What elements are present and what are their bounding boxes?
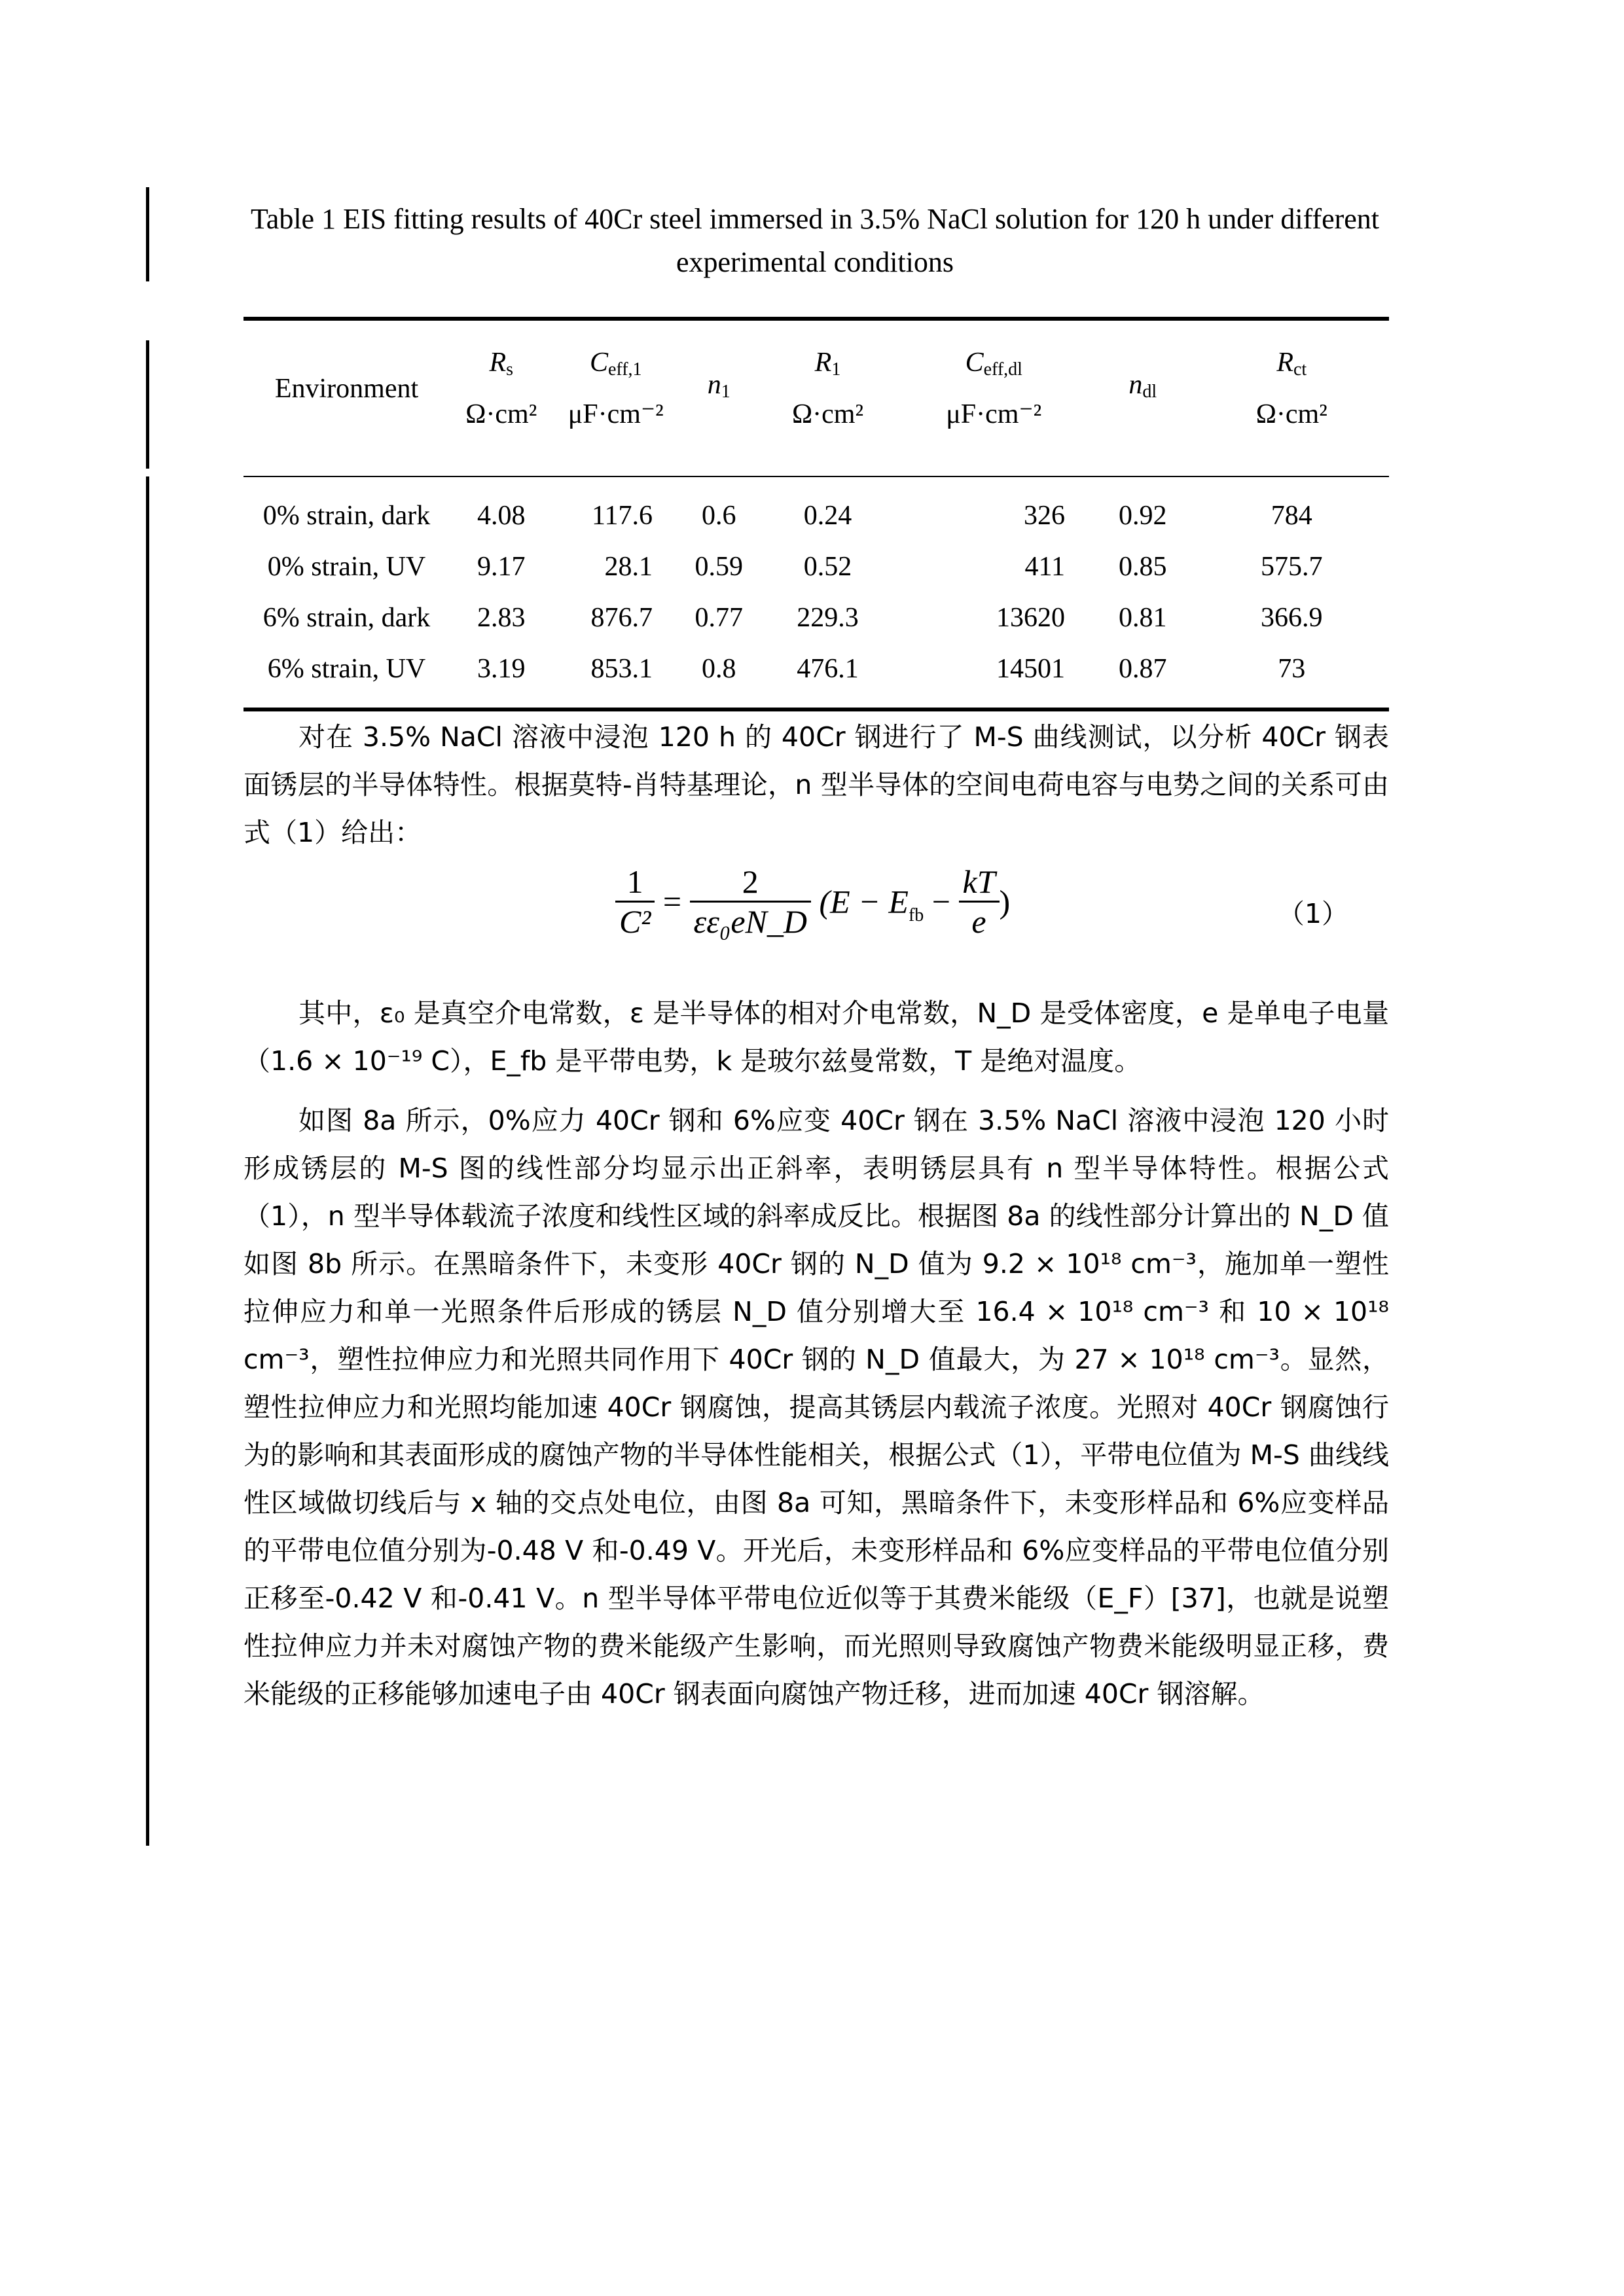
cell-rct: 366.9 — [1261, 603, 1323, 633]
equation-lhs-fraction — [615, 863, 655, 941]
paragraph-2-text: 其中，ε₀ 是真空介电常数，ε 是半导体的相对介电常数，N_D 是受体密度，e 是单电子电量（1.6 × 10⁻¹⁹ C），E_fb 是平带电势，k 是玻尔兹曼常数，T 是绝对温度。 — [244, 997, 1389, 1077]
cell-rs: 3.19 — [450, 643, 553, 709]
header-ceff1 — [553, 319, 679, 476]
header-r1-unit: Ω·cm² — [791, 399, 864, 429]
header-ceff1-sub: eff,1 — [607, 359, 642, 380]
equation-bracket-open: (E − E — [819, 883, 909, 920]
cell-rct: 784 — [1271, 501, 1312, 531]
cell-n1: 0.8 — [679, 643, 759, 709]
cell-ceff1: 853.1 — [553, 643, 679, 709]
header-ndl — [1091, 319, 1195, 476]
header-r1-sub: 1 — [831, 359, 841, 380]
header-ndl-sub: dl — [1142, 382, 1157, 402]
cell-ceffdl: 326 — [1024, 501, 1065, 531]
cell-ndl: 0.87 — [1091, 643, 1195, 709]
table-row — [244, 476, 1389, 541]
paragraph-3-text: 如图 8a 所示，0%应力 40Cr 钢和 6%应变 40Cr 钢在 3.5% NaCl 溶液中浸泡 120 小时形成锈层的 M-S 图的线性部分均显示出正斜率，表明锈层具有 n 型半导体特性。根据公式（1），n 型半导体载流子浓度和线性区域的斜率成反比。根据图 8a 的线性部分计算出的 N_D 值如图 8b 所示。在黑暗条件下，未变形 40Cr 钢的 N_D 值为 9.2 × 10¹⁸ cm⁻³，施加单一塑性拉伸应力和单一光照条件后形成的锈层 N_D 值分别增大至 16.4 × 10¹⁸ cm⁻³ 和 10 × 10¹⁸ cm⁻³，塑性拉伸应力和光照共同作用下 40Cr 钢的 N_D 值最大，为 27 × 10¹⁸ cm⁻³。显然，塑性拉伸应力和光照均能加速 40Cr 钢腐蚀，提高其锈层内载流子浓度。光照对 40Cr 钢腐蚀行为的影响和其表面形成的腐蚀产物的半导体性能相关，根据公式（1），平带电位值为 M-S 曲线线性区域做切线后与 x 轴的交点处电位，由图 8a 可知，黑暗条件下，未变形样品和 6%应变样品的平带电位值分别为-0.48 V 和-0.49 V。开光后，未变形样品和 6%应变样品的平带电位值分别正移至-0.42 V 和-0.41 V。n 型半导体平带电位近似等于其费米能级（E_F）[37]，也就是说塑性拉伸应力并未对腐蚀产物的费米能级产生影响，而光照则导致腐蚀产物费米能级明显正移，费米能级的正移能够加速电子由 40Cr 钢表面向腐蚀产物迁移，进而加速 40Cr 钢溶解。 — [244, 1105, 1389, 1710]
table-row — [244, 643, 1389, 709]
table-row — [244, 541, 1389, 592]
cell-env: 0% strain, UV — [267, 552, 426, 582]
cell-ceffdl: 411 — [1024, 552, 1065, 582]
paragraph-analysis — [244, 1097, 1389, 1718]
header-ndl-symbol: n — [1128, 370, 1143, 400]
cell-ceff1: 876.7 — [590, 603, 653, 633]
cell-ceff1: 117.6 — [592, 501, 653, 531]
paragraph-1-text: 对在 3.5% NaCl 溶液中浸泡 120 h 的 40Cr 钢进行了 M-S 曲线测试，以分析 40Cr 钢表面锈层的半导体特性。根据莫特-肖特基理论，n 型半导体的空间电荷电容与电势之间的关系可由式（1）给出： — [244, 721, 1389, 848]
equation-minus: − — [924, 883, 959, 920]
header-environment: Environment — [244, 319, 450, 476]
equation-rhs-fraction — [690, 863, 811, 941]
header-n1-symbol: n — [707, 370, 721, 400]
header-rs — [450, 319, 553, 476]
equation-rhs-denominator: εε₀eN_D — [690, 901, 811, 941]
header-ceff1-symbol: C — [589, 348, 608, 378]
header-ceffdl — [897, 319, 1092, 476]
cell-rs: 2.83 — [477, 603, 526, 633]
cell-ceffdl: 13620 — [996, 603, 1065, 633]
header-r1-symbol: R — [814, 348, 832, 378]
eis-table-block — [244, 317, 1389, 711]
header-ceff1-unit: μF·cm⁻² — [568, 399, 664, 429]
table-caption: Table 1 EIS fitting results of 40Cr steel immersed in 3.5% NaCl solution for 120 h under different experimental conditions — [250, 203, 1379, 278]
cell-rs: 9.17 — [477, 552, 526, 582]
cell-n1: 0.6 — [702, 501, 736, 531]
header-r1 — [759, 319, 897, 476]
cell-ndl: 0.81 — [1119, 603, 1167, 633]
equation-kt-denominator: e — [959, 901, 1000, 941]
header-rs-sub: s — [506, 359, 514, 380]
header-ceffdl-sub: eff,dl — [983, 359, 1022, 380]
change-bar — [146, 187, 149, 281]
equation-bracket-close: ) — [999, 883, 1011, 920]
equation-rhs-numerator: 2 — [742, 863, 759, 900]
header-ceffdl-symbol: C — [965, 348, 984, 378]
cell-env: 0% strain, dark — [262, 501, 431, 531]
cell-env: 6% strain, dark — [262, 603, 431, 633]
cell-n1: 0.77 — [695, 603, 743, 633]
change-bar — [146, 476, 149, 1846]
paragraph-intro — [244, 713, 1389, 857]
eis-table — [244, 317, 1389, 711]
cell-r1: 0.52 — [803, 552, 852, 582]
cell-env: 6% strain, UV — [244, 643, 450, 709]
header-rct — [1195, 319, 1390, 476]
equation-lhs-numerator: 1 — [626, 863, 643, 900]
table-header-row — [244, 319, 1389, 476]
cell-rct: 73 — [1195, 643, 1390, 709]
cell-ceffdl: 14501 — [897, 643, 1092, 709]
equation-number: （1） — [1277, 898, 1348, 929]
header-rs-unit: Ω·cm² — [465, 399, 537, 429]
cell-rct: 575.7 — [1261, 552, 1323, 582]
header-rct-symbol: R — [1276, 348, 1293, 378]
header-n1-sub: 1 — [721, 382, 731, 402]
equation-kt-fraction — [959, 863, 1000, 941]
cell-ndl: 0.85 — [1119, 552, 1167, 582]
equation-equals: = — [662, 883, 690, 920]
paragraph-definitions — [244, 990, 1389, 1085]
cell-r1: 476.1 — [759, 643, 897, 709]
table-row — [244, 592, 1389, 643]
header-n1 — [679, 319, 759, 476]
cell-r1: 0.24 — [803, 501, 852, 531]
equation-efb-sub: fb — [908, 905, 924, 925]
cell-ndl: 0.92 — [1119, 501, 1167, 531]
equation-kt-numerator: kT — [962, 863, 996, 900]
equation-lhs-denominator: C² — [615, 901, 655, 941]
header-rct-sub: ct — [1293, 359, 1307, 380]
cell-rs: 4.08 — [477, 501, 526, 531]
equation-mott-schottky — [615, 863, 1388, 961]
change-bar — [146, 340, 149, 469]
cell-n1: 0.59 — [695, 552, 743, 582]
header-rct-unit: Ω·cm² — [1255, 399, 1327, 429]
header-rs-symbol: R — [489, 348, 507, 378]
cell-r1: 229.3 — [797, 603, 859, 633]
cell-ceff1: 28.1 — [604, 552, 653, 582]
header-ceffdl-unit: μF·cm⁻² — [946, 399, 1042, 429]
